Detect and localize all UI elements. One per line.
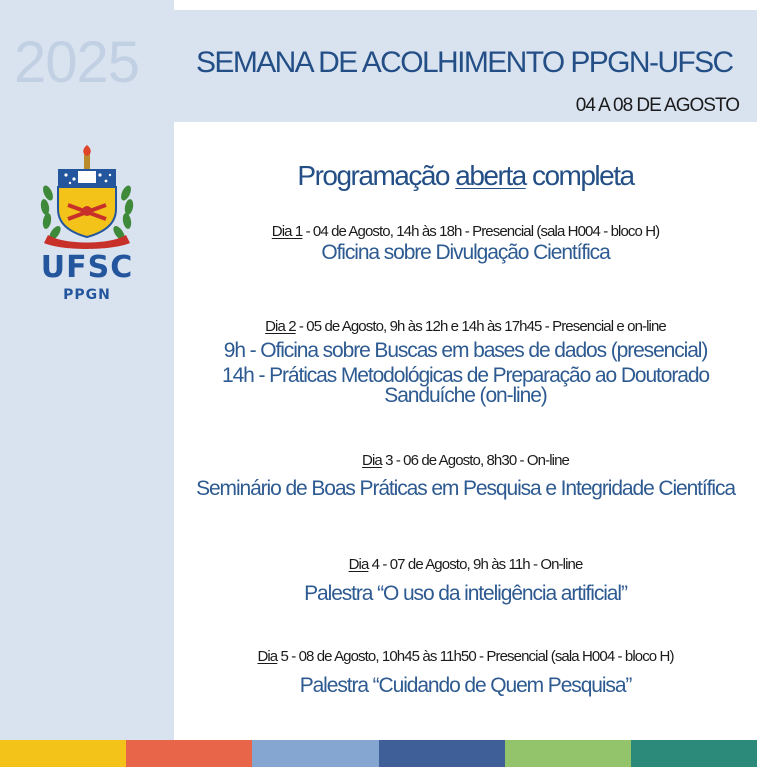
stripe-light-blue bbox=[252, 740, 378, 767]
event-dates: 04 A 08 DE AGOSTO bbox=[575, 95, 739, 116]
stripe-dark-blue bbox=[379, 740, 505, 767]
day-2-activity-1: 9h - Oficina sobre Buscas em bases de dados (presencial) bbox=[223, 339, 708, 362]
program-section bbox=[174, 122, 757, 740]
day-5-info bbox=[174, 647, 757, 667]
day-4-label: Dia bbox=[348, 556, 369, 573]
stripe-green bbox=[505, 740, 631, 767]
day-1-activity: Oficina sobre Divulgação Científica bbox=[321, 241, 610, 264]
day-2-info bbox=[174, 317, 757, 337]
day-2-label: Dia 2 bbox=[265, 318, 296, 335]
day-4-block bbox=[174, 555, 757, 605]
ufsc-crest-icon bbox=[34, 145, 140, 251]
day-4-activity: Palestra “O uso da inteligência artificial” bbox=[304, 582, 627, 605]
day-3-details: 3 - 06 de Agosto, 8h30 - On-line bbox=[381, 452, 569, 469]
day-1-block bbox=[174, 222, 757, 264]
ufsc-logo bbox=[34, 145, 140, 315]
day-2-activity-2: 14h - Práticas Metodológicas de Preparação ao Doutorado Sanduíche (on-line) bbox=[222, 364, 709, 407]
day-5-activity: Palestra “Cuidando de Quem Pesquisa” bbox=[299, 674, 632, 697]
day-3-activity: Seminário de Boas Práticas em Pesquisa e Integridade Científica bbox=[196, 477, 735, 500]
day-3-info bbox=[174, 451, 757, 471]
day-2-details: - 05 de Agosto, 9h às 12h e 14h às 17h45 - Presencial e on-line bbox=[295, 318, 666, 335]
day-5-details: 5 - 08 de Agosto, 10h45 às 11h50 - Presencial (sala H004 - bloco H) bbox=[277, 648, 674, 665]
event-title: SEMANA DE ACOLHIMENTO PPGN-UFSC bbox=[196, 46, 733, 79]
logo-wordmark: UFSC bbox=[40, 250, 134, 285]
program-title-highlight: aberta bbox=[455, 160, 526, 191]
stripe-orange bbox=[126, 740, 252, 767]
header-banner bbox=[174, 10, 757, 122]
day-1-label: Dia 1 bbox=[271, 223, 303, 240]
program-title bbox=[174, 162, 757, 190]
day-4-info bbox=[174, 555, 757, 575]
day-5-block bbox=[174, 647, 757, 697]
program-title-end: completa bbox=[525, 160, 634, 191]
sidebar-panel bbox=[0, 0, 174, 740]
day-1-details: - 04 de Agosto, 14h às 18h - Presencial (sala H004 - bloco H) bbox=[302, 223, 660, 240]
day-2-block bbox=[174, 317, 757, 406]
stripe-yellow bbox=[0, 740, 126, 767]
day-3-label: Dia bbox=[362, 452, 382, 469]
stripe-teal bbox=[631, 740, 757, 767]
day-4-details: 4 - 07 de Agosto, 9h às 11h - On-line bbox=[368, 556, 583, 573]
day-1-info bbox=[174, 222, 757, 242]
program-title-start: Programação bbox=[297, 160, 456, 191]
day-3-block bbox=[174, 451, 757, 499]
logo-subtitle: PPGN bbox=[63, 287, 111, 303]
year-label: 2025 bbox=[14, 30, 140, 95]
day-5-label: Dia bbox=[257, 648, 278, 665]
footer-color-stripes bbox=[0, 740, 757, 767]
